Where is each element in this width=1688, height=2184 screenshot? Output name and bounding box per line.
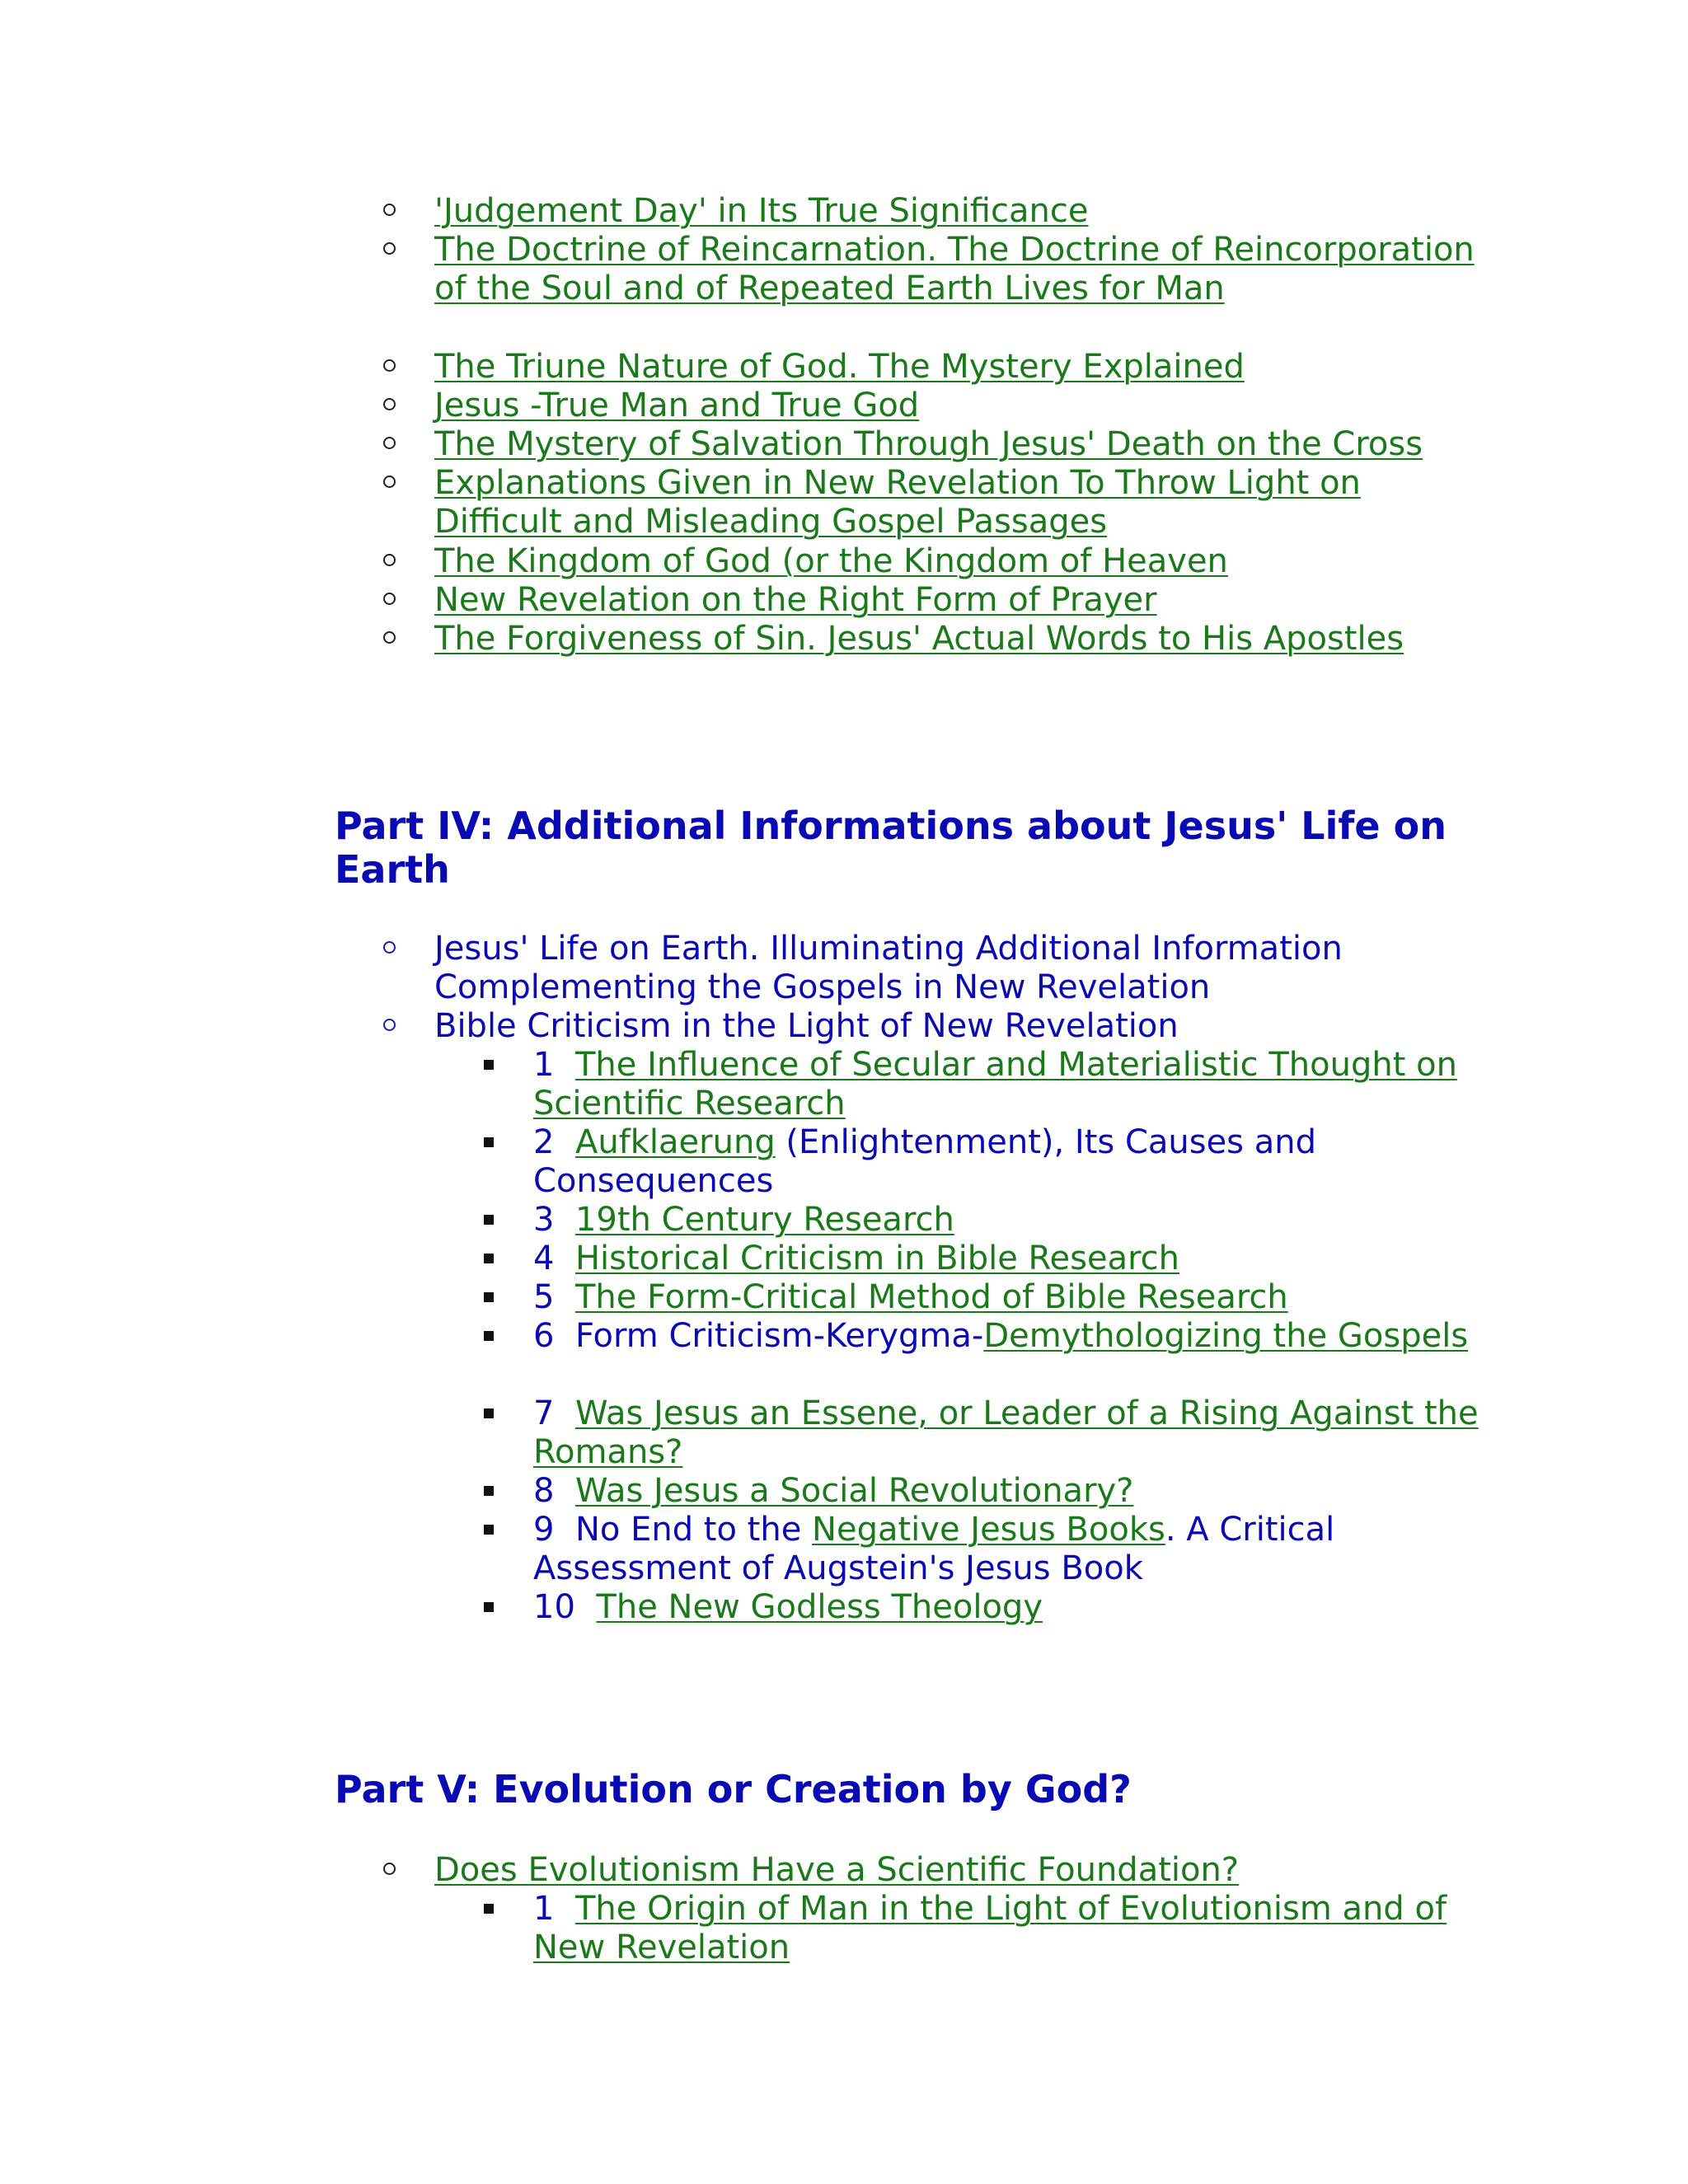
list-item — [434, 1007, 1498, 1046]
part-iv-heading: Part IV: Additional Informations about Jesus' Life on Earth — [335, 804, 1447, 892]
list-item — [434, 930, 1498, 1007]
item-number: 9 — [533, 1511, 555, 1549]
link-new-godless-theology[interactable]: The New Godless Theology — [596, 1588, 1043, 1626]
square-bullet-icon — [484, 1060, 494, 1070]
link-mystery-of-salvation[interactable]: The Mystery of Salvation Through Jesus' Death on the Cross — [434, 425, 1423, 463]
item-jesus-life-on-earth: Jesus' Life on Earth. Illuminating Additional Information Complementing the Gospels in New Revelation — [434, 930, 1343, 1007]
circle-bullet-icon — [383, 242, 396, 255]
list-item — [434, 620, 1498, 658]
circle-bullet-icon — [383, 437, 396, 449]
item-number: 5 — [533, 1278, 555, 1316]
list-item — [434, 581, 1498, 620]
circle-bullet-icon — [383, 476, 396, 488]
square-bullet-icon — [484, 1486, 494, 1496]
square-bullet-icon — [484, 1137, 494, 1147]
link-negative-jesus-books[interactable]: Negative Jesus Books — [812, 1511, 1165, 1549]
link-judgement-day[interactable]: 'Judgement Day' in Its True Significance — [434, 192, 1089, 230]
list-item — [434, 425, 1498, 464]
list-item — [434, 542, 1498, 581]
link-right-form-of-prayer[interactable]: New Revelation on the Right Form of Prayer — [434, 581, 1157, 619]
item-number: 1 — [533, 1890, 555, 1928]
list-item — [434, 1851, 1498, 1890]
sub-list-item — [533, 1472, 1498, 1511]
circle-bullet-icon — [383, 593, 396, 605]
item-bible-criticism: Bible Criticism in the Light of New Revelation — [434, 1007, 1179, 1045]
circle-bullet-icon — [383, 631, 396, 644]
item-number: 7 — [533, 1394, 555, 1432]
link-explanations-gospel[interactable]: Explanations Given in New Revelation To Throw Light on Difficult and Misleading Gospel Passages — [434, 464, 1361, 541]
sub-list-item — [533, 1890, 1498, 1967]
sub-list-item — [533, 1201, 1498, 1240]
square-bullet-icon — [484, 1215, 494, 1225]
circle-bullet-icon — [383, 554, 396, 566]
square-bullet-icon — [484, 1904, 494, 1914]
list-item — [434, 348, 1498, 387]
item-number: 8 — [533, 1472, 555, 1510]
square-bullet-icon — [484, 1331, 494, 1341]
list-item — [434, 192, 1498, 231]
sub-list-item — [533, 1511, 1498, 1588]
link-origin-of-man[interactable]: The Origin of Man in the Light of Evolutionism and of New Revelation — [533, 1890, 1447, 1967]
link-historical-criticism[interactable]: Historical Criticism in Bible Research — [574, 1240, 1179, 1277]
sub-list-item — [533, 1240, 1498, 1278]
link-reincarnation[interactable]: The Doctrine of Reincarnation. The Doctrine of Reincorporation of the Soul and of Repeated Earth Lives for Man — [434, 231, 1475, 308]
square-bullet-icon — [484, 1254, 494, 1263]
link-form-critical-method[interactable]: The Form-Critical Method of Bible Research — [574, 1278, 1288, 1316]
circle-bullet-icon — [383, 359, 396, 372]
item-number: 10 — [533, 1588, 575, 1626]
sub-list-item — [533, 1588, 1498, 1627]
item-text-after: . A Critical Assessment of Augstein's Jesus Book — [533, 1511, 1335, 1588]
sub-list-item — [533, 1278, 1498, 1317]
part-v-heading: Part V: Evolution or Creation by God? — [335, 1767, 1132, 1811]
square-bullet-icon — [484, 1602, 494, 1612]
square-bullet-icon — [484, 1408, 494, 1418]
item-text-after: (Enlightenment), Its Causes and Consequences — [533, 1123, 1316, 1201]
circle-bullet-icon — [383, 1863, 396, 1875]
list-item — [434, 387, 1498, 425]
square-bullet-icon — [484, 1292, 494, 1302]
link-kingdom-of-god[interactable]: The Kingdom of God (or the Kingdom of Heaven — [434, 542, 1228, 580]
link-demythologizing-gospels[interactable]: Demythologizing the Gospels — [983, 1317, 1469, 1355]
link-social-revolutionary[interactable]: Was Jesus a Social Revolutionary? — [574, 1472, 1134, 1510]
link-triune-nature[interactable]: The Triune Nature of God. The Mystery Explained — [434, 348, 1245, 386]
circle-bullet-icon — [383, 204, 396, 216]
item-number: 4 — [533, 1240, 555, 1277]
link-influence-secular-thought[interactable]: The Influence of Secular and Materialistic Thought on Scientific Research — [533, 1046, 1457, 1123]
circle-bullet-icon — [383, 1019, 396, 1031]
link-forgiveness-of-sin[interactable]: The Forgiveness of Sin. Jesus' Actual Words to His Apostles — [434, 620, 1404, 658]
sub-list-item — [533, 1317, 1498, 1356]
item-number: 3 — [533, 1201, 555, 1239]
sub-list-item — [533, 1046, 1498, 1123]
sub-list-item — [533, 1123, 1498, 1201]
item-number: 6 — [533, 1317, 555, 1355]
item-text-before: Form Criticism-Kerygma- — [574, 1317, 984, 1355]
link-jesus-essene[interactable]: Was Jesus an Essene, or Leader of a Rising Against the Romans? — [533, 1394, 1479, 1472]
square-bullet-icon — [484, 1525, 494, 1535]
link-19th-century-research[interactable]: 19th Century Research — [574, 1201, 954, 1239]
link-aufklaerung[interactable]: Aufklaerung — [574, 1123, 776, 1161]
list-item — [434, 231, 1498, 308]
list-item — [434, 464, 1498, 541]
circle-bullet-icon — [383, 941, 396, 954]
item-number: 1 — [533, 1046, 555, 1084]
circle-bullet-icon — [383, 398, 396, 410]
item-text-before: No End to the — [574, 1511, 813, 1549]
item-number: 2 — [533, 1123, 555, 1161]
link-true-man-true-god[interactable]: Jesus -True Man and True God — [434, 387, 920, 424]
link-evolutionism-foundation[interactable]: Does Evolutionism Have a Scientific Foundation? — [434, 1851, 1240, 1889]
sub-list-item — [533, 1394, 1498, 1472]
